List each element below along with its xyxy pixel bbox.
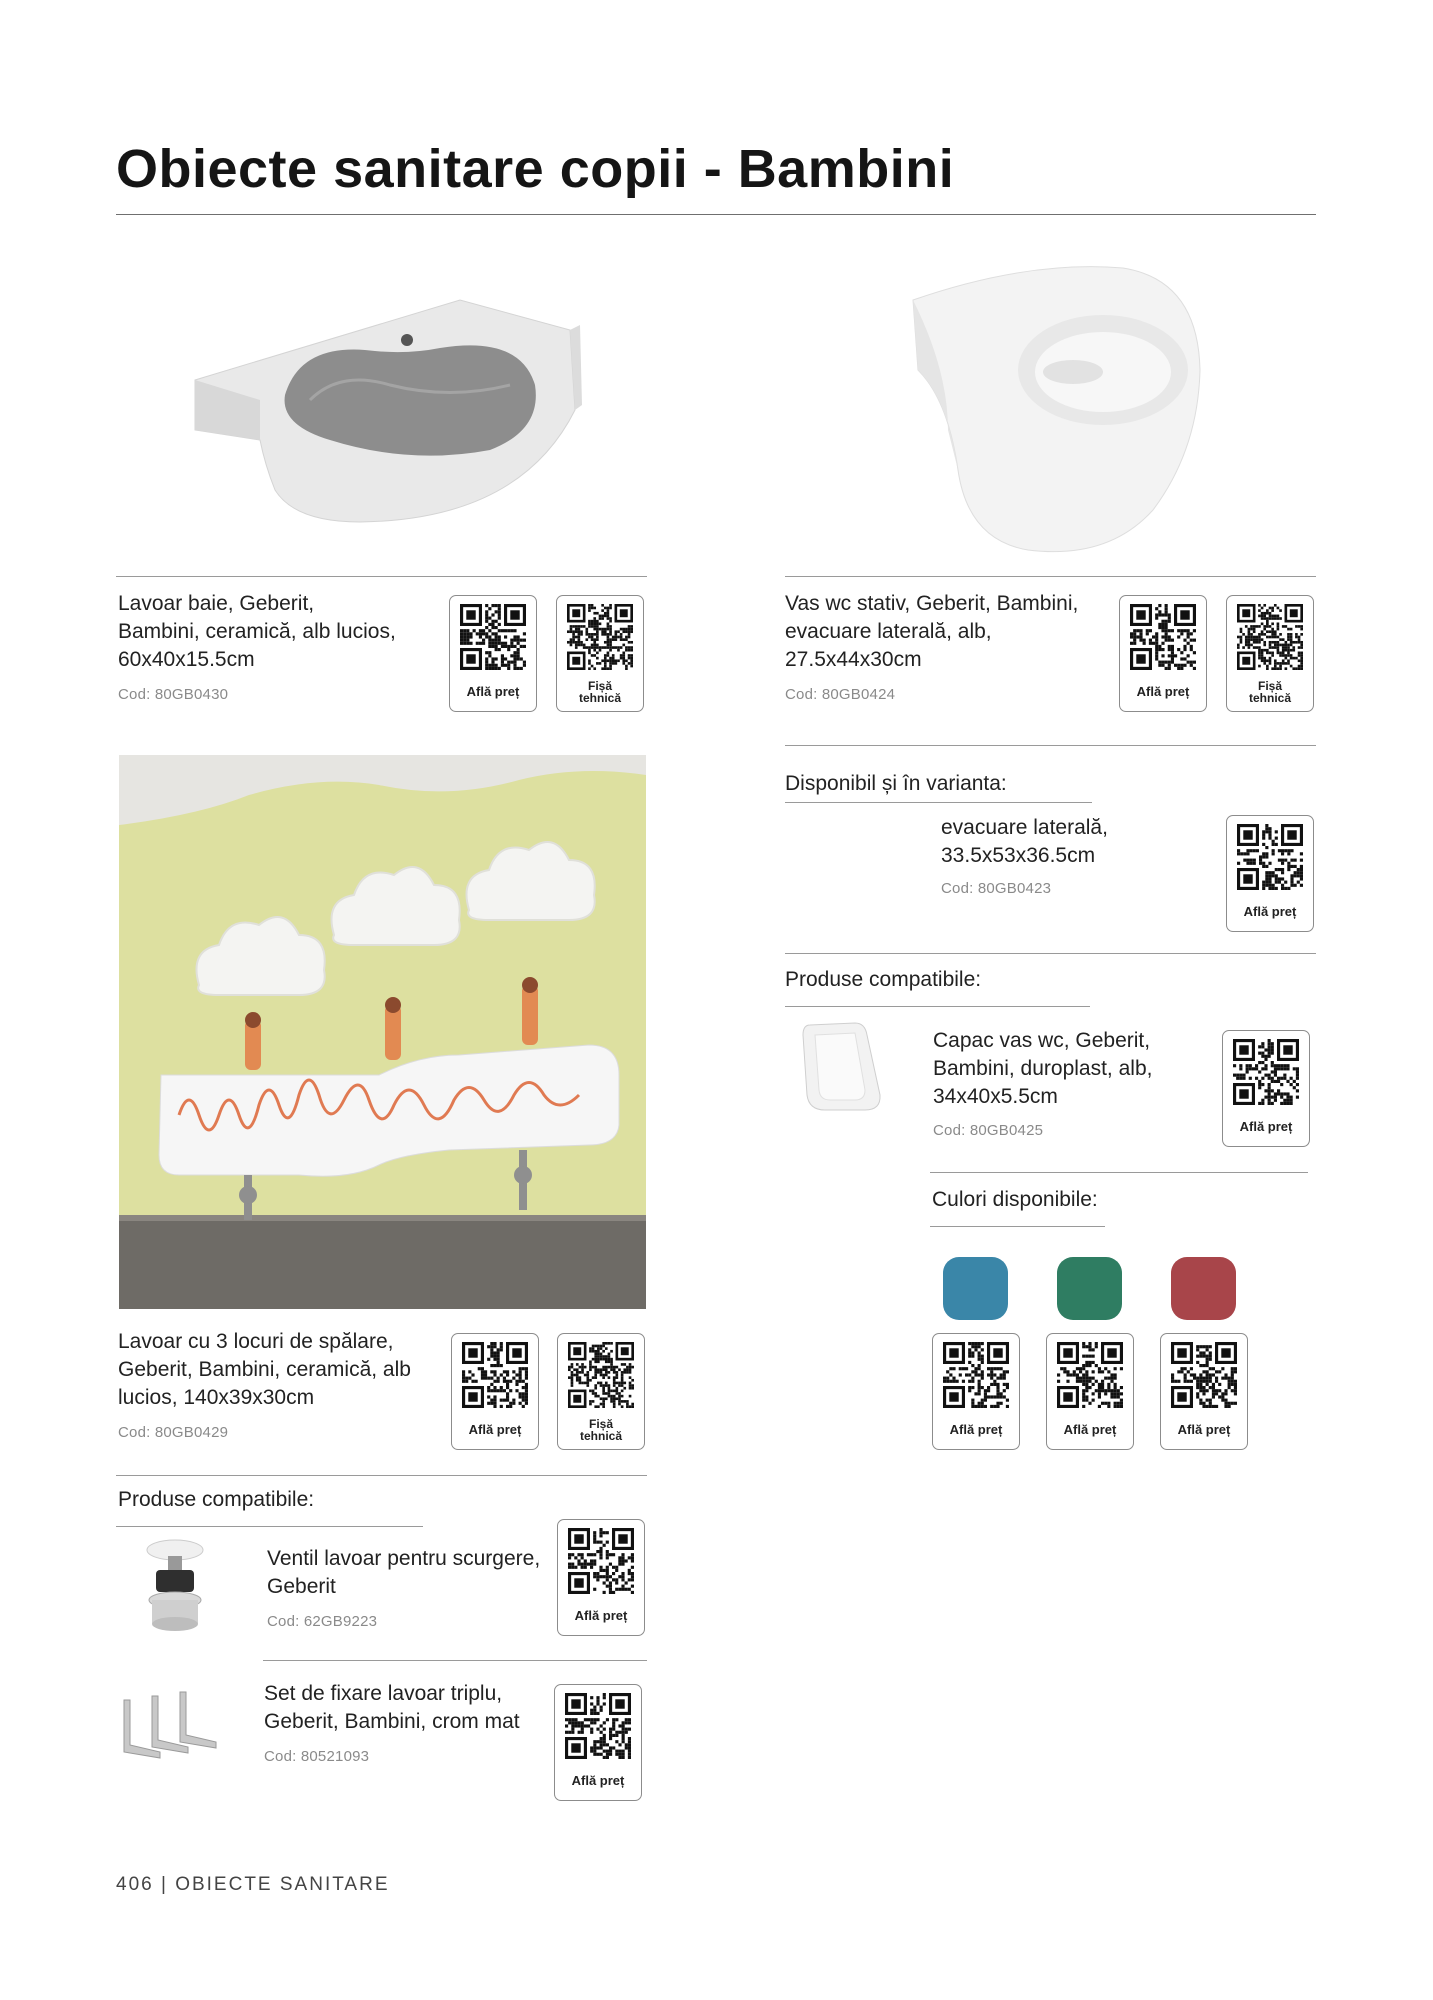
washbasin-image xyxy=(190,290,585,530)
datasheet-qr-button[interactable]: Fișă tehnică xyxy=(1226,595,1314,712)
price-qr-button[interactable]: Află preț xyxy=(1119,595,1207,712)
divider xyxy=(785,1006,1090,1007)
divider xyxy=(263,1660,647,1661)
qr-code-icon xyxy=(565,1693,631,1759)
colors-heading: Culori disponibile: xyxy=(932,1188,1098,1211)
variant-heading: Disponibil și în varianta: xyxy=(785,772,1007,795)
price-qr-button[interactable]: Află preț xyxy=(554,1684,642,1801)
page-title: Obiecte sanitare copii - Bambini xyxy=(116,139,955,199)
compatible-products-heading: Produse compatibile: xyxy=(118,1488,315,1511)
divider xyxy=(785,802,1092,803)
mounting-set-image xyxy=(120,1690,220,1770)
qr-code-icon xyxy=(1233,1039,1299,1105)
product-name-capac: Capac vas wc, Geberit, Bambini, duroplast, alb, 34x40x5.5cm xyxy=(933,1029,1153,1108)
price-qr-button[interactable]: Află preț xyxy=(1222,1030,1310,1147)
wc-image xyxy=(908,260,1203,560)
divider xyxy=(930,1226,1105,1227)
price-qr-button[interactable]: Află preț xyxy=(449,595,537,712)
divider xyxy=(116,1526,423,1527)
price-qr-button[interactable]: Află preț xyxy=(451,1333,539,1450)
qr-code-icon xyxy=(1237,824,1303,890)
qr-code-icon xyxy=(1171,1342,1237,1408)
price-qr-button-red[interactable]: Află preț xyxy=(1160,1333,1248,1450)
qr-code-icon xyxy=(1130,604,1196,670)
qr-code-icon xyxy=(1057,1342,1123,1408)
variant-name: evacuare laterală, 33.5x53x36.5cm xyxy=(941,816,1108,867)
divider xyxy=(785,576,1316,577)
product-code: Cod: 80GB0425 xyxy=(933,1122,1044,1139)
product-code: Cod: 62GB9223 xyxy=(267,1613,378,1630)
price-qr-button[interactable]: Află preț xyxy=(1226,815,1314,932)
product-name-ventil: Ventil lavoar pentru scurgere, Geberit xyxy=(267,1547,541,1598)
product-name-lavoar-3: Lavoar cu 3 locuri de spălare, Geberit, Bambini, ceramică, alb lucios, 140x39x30cm xyxy=(118,1330,411,1409)
datasheet-qr-button[interactable]: Fișă tehnică xyxy=(556,595,644,712)
drain-valve-image xyxy=(140,1538,210,1638)
datasheet-qr-button[interactable]: Fișă tehnică xyxy=(557,1333,645,1450)
divider xyxy=(785,953,1316,954)
price-qr-button[interactable]: Află preț xyxy=(557,1519,645,1636)
washbasin-3-places-photo xyxy=(119,755,646,1309)
section-name: OBIECTE SANITARE xyxy=(175,1874,390,1895)
product-code: Cod: 80GB0430 xyxy=(118,686,229,703)
price-qr-button-blue[interactable]: Află preț xyxy=(932,1333,1020,1450)
wc-seat-image xyxy=(795,1015,885,1115)
product-code: Cod: 80GB0424 xyxy=(785,686,896,703)
qr-code-icon xyxy=(568,1342,634,1408)
product-code: Cod: 80521093 xyxy=(264,1748,370,1765)
divider xyxy=(116,576,647,577)
divider xyxy=(930,1172,1308,1173)
page-number: 406 xyxy=(116,1874,154,1895)
qr-code-icon xyxy=(1237,604,1303,670)
product-code: Cod: 80GB0429 xyxy=(118,1424,229,1441)
product-code: Cod: 80GB0423 xyxy=(941,880,1052,897)
compatible-products-heading: Produse compatibile: xyxy=(785,968,982,991)
divider xyxy=(785,745,1316,746)
qr-code-icon xyxy=(462,1342,528,1408)
qr-code-icon xyxy=(460,604,526,670)
qr-code-icon xyxy=(943,1342,1009,1408)
price-qr-button-green[interactable]: Află preț xyxy=(1046,1333,1134,1450)
qr-code-icon xyxy=(567,604,633,670)
product-name-set-fixare: Set de fixare lavoar triplu, Geberit, Bambini, crom mat xyxy=(264,1682,520,1733)
page-footer: 406 | OBIECTE SANITARE xyxy=(116,1874,390,1895)
color-swatch-red xyxy=(1171,1257,1236,1320)
product-name-lavoar: Lavoar baie, Geberit, Bambini, ceramică, alb lucios, 60x40x15.5cm xyxy=(118,592,396,671)
color-swatch-green xyxy=(1057,1257,1122,1320)
qr-code-icon xyxy=(568,1528,634,1594)
product-name-vas-wc: Vas wc stativ, Geberit, Bambini, evacuare laterală, alb, 27.5x44x30cm xyxy=(785,592,1079,671)
title-divider xyxy=(116,214,1316,215)
color-swatch-blue xyxy=(943,1257,1008,1320)
divider xyxy=(116,1475,647,1476)
